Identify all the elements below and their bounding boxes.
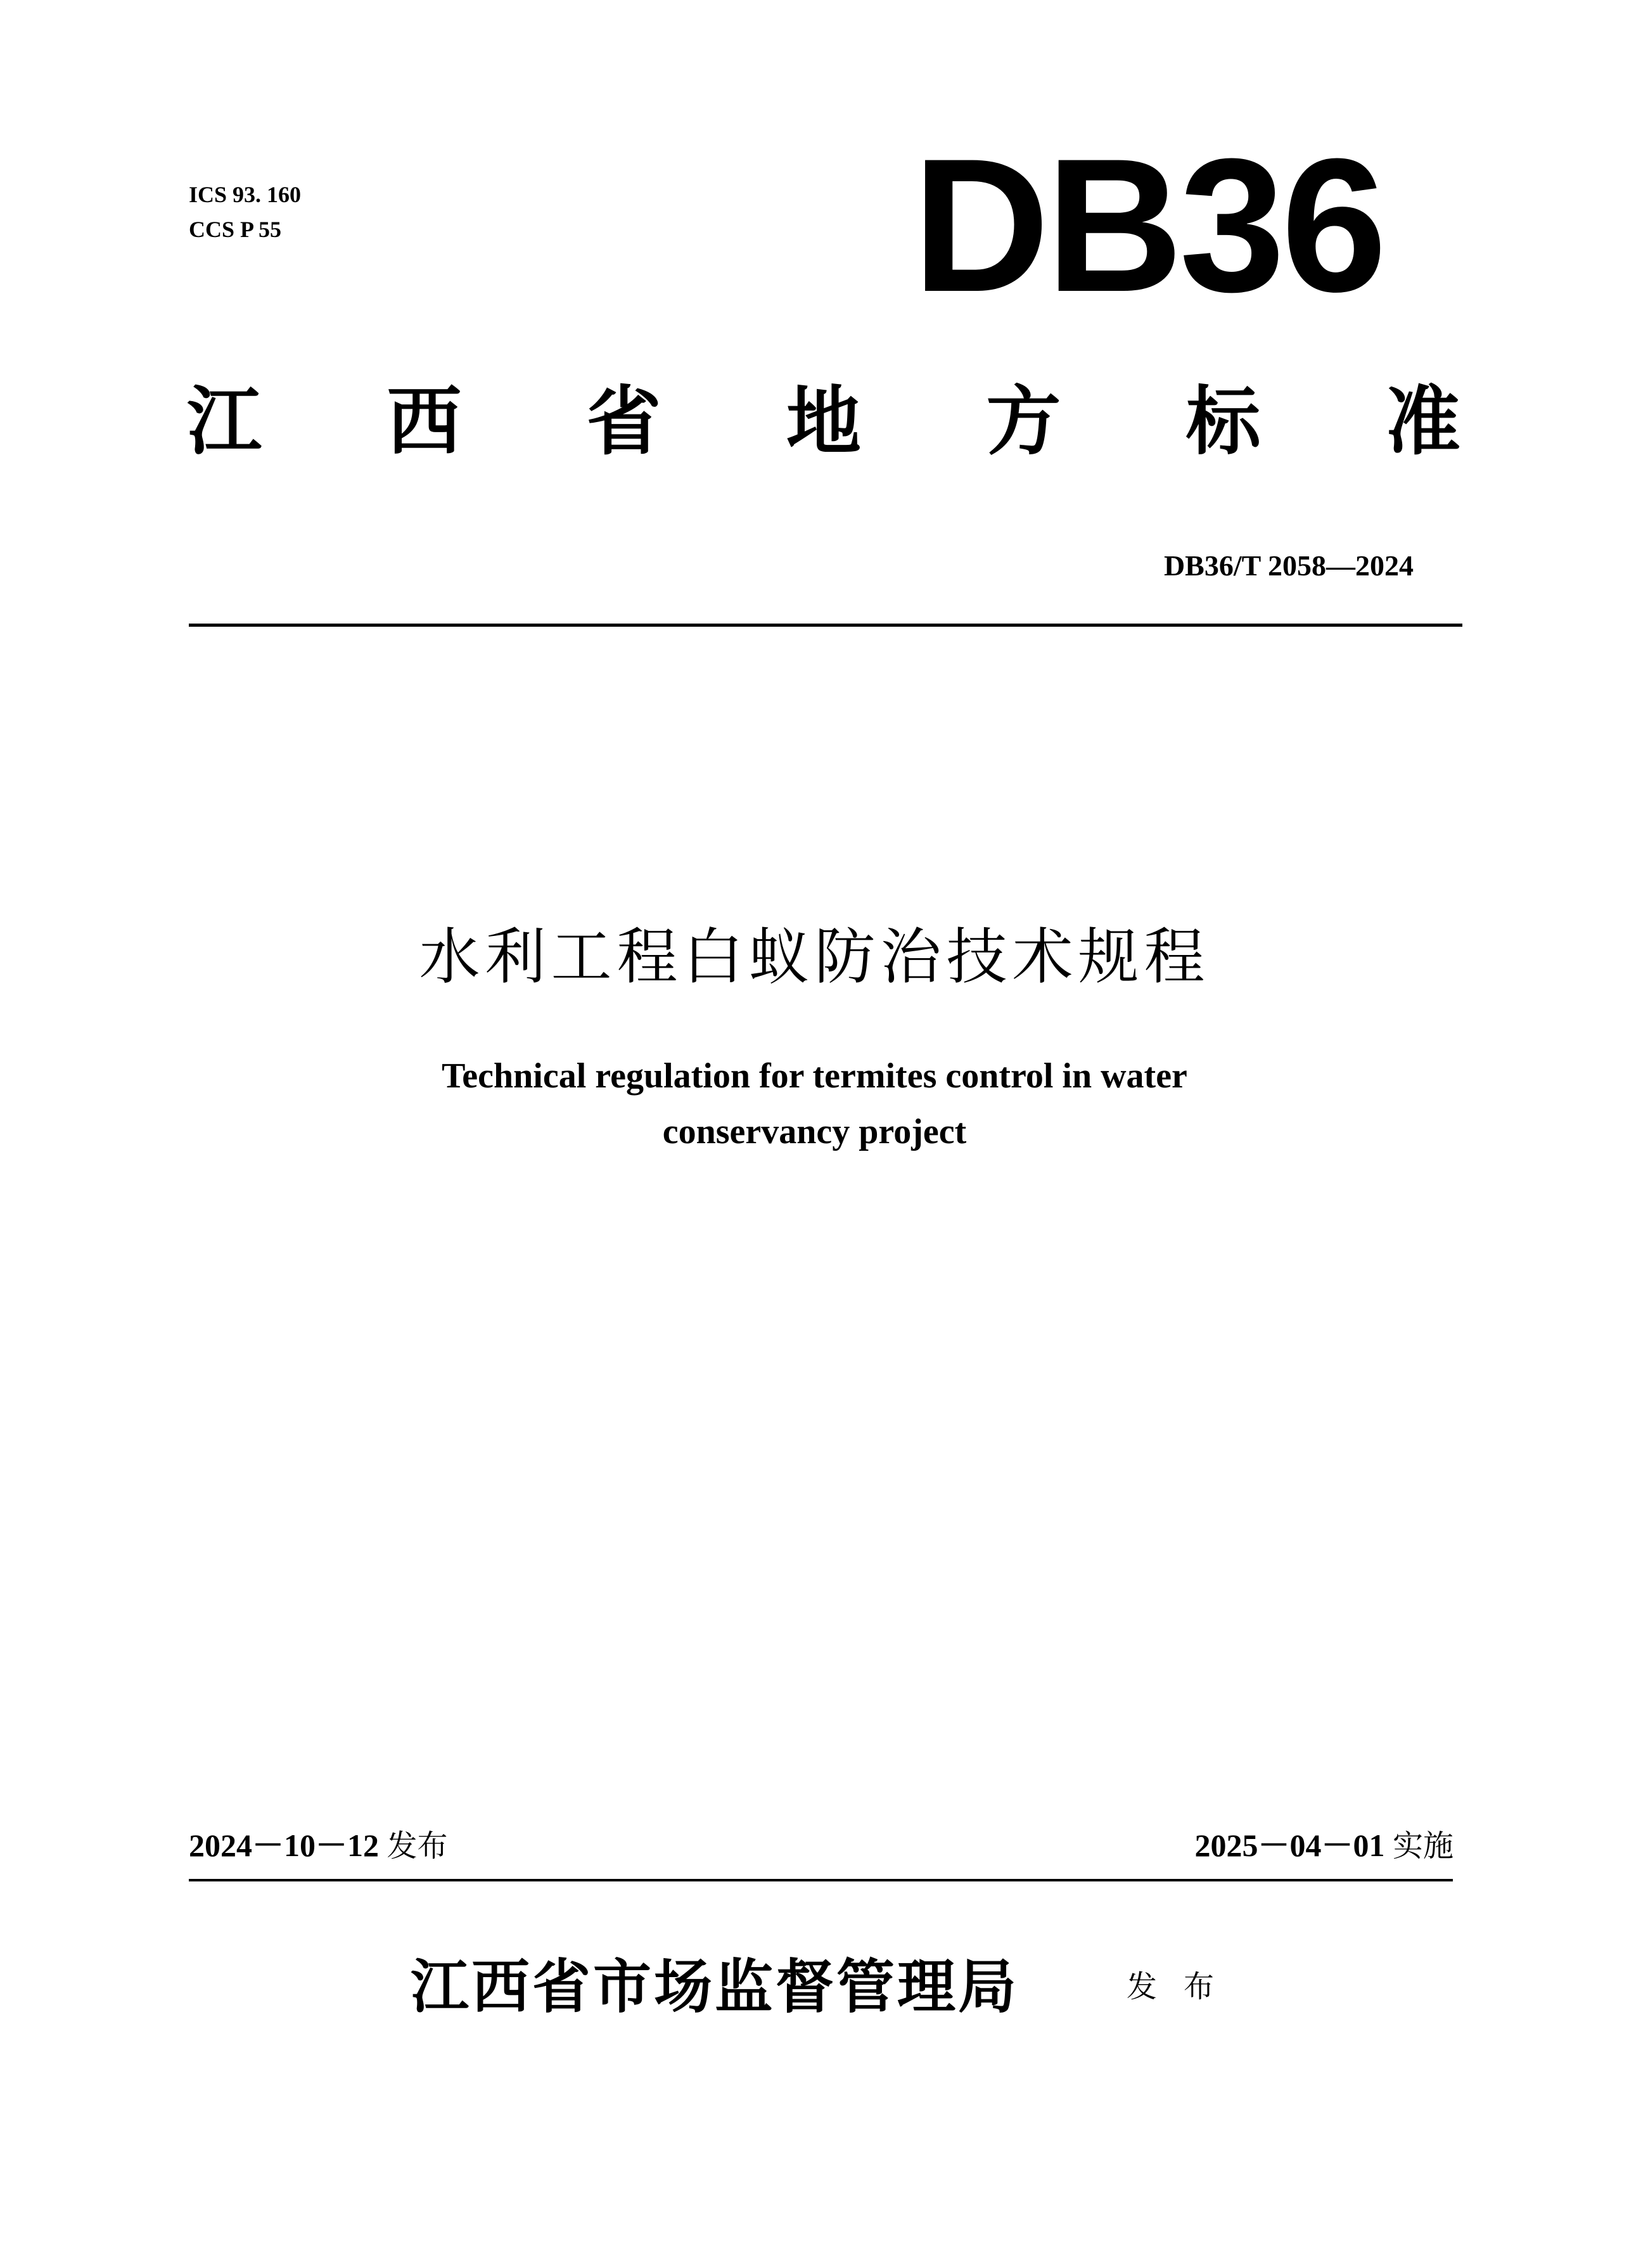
ics-code: ICS 93. 160 bbox=[189, 182, 302, 207]
standard-type-char: 江 bbox=[187, 377, 262, 465]
implementation-date-value: 2025－04－01 bbox=[1194, 1828, 1385, 1863]
standard-type-char: 省 bbox=[586, 377, 661, 465]
standard-type-heading bbox=[187, 377, 1460, 465]
standard-type-char: 西 bbox=[386, 377, 462, 465]
ccs-code: CCS P 55 bbox=[189, 217, 282, 242]
standard-type-char: 地 bbox=[786, 377, 861, 465]
standard-type-char: 准 bbox=[1385, 377, 1460, 465]
footer-divider bbox=[189, 1879, 1453, 1881]
standard-number: DB36/T 2058—2024 bbox=[1163, 549, 1414, 582]
standard-type-char: 方 bbox=[986, 377, 1061, 465]
header-divider bbox=[189, 624, 1462, 627]
title-english-line-1: Technical regulation for termites control in water bbox=[442, 1056, 1187, 1096]
db36-logo: DB36 bbox=[912, 119, 1383, 331]
issue-date-value: 2024－10－12 bbox=[189, 1828, 379, 1863]
implementation-date bbox=[1194, 1826, 1453, 1865]
publisher-action: 发布 bbox=[1127, 1969, 1241, 2004]
issue-date-label: 发布 bbox=[386, 1828, 448, 1864]
title-english-line-2: conservancy project bbox=[662, 1112, 967, 1151]
standard-type-char: 标 bbox=[1185, 377, 1261, 465]
implementation-date-label: 实施 bbox=[1392, 1828, 1453, 1864]
issue-date bbox=[189, 1826, 448, 1865]
publisher-name: 江西省市场监督管理局 bbox=[411, 1952, 1019, 2021]
title-chinese: 水利工程白蚁防治技术规程 bbox=[419, 921, 1210, 992]
